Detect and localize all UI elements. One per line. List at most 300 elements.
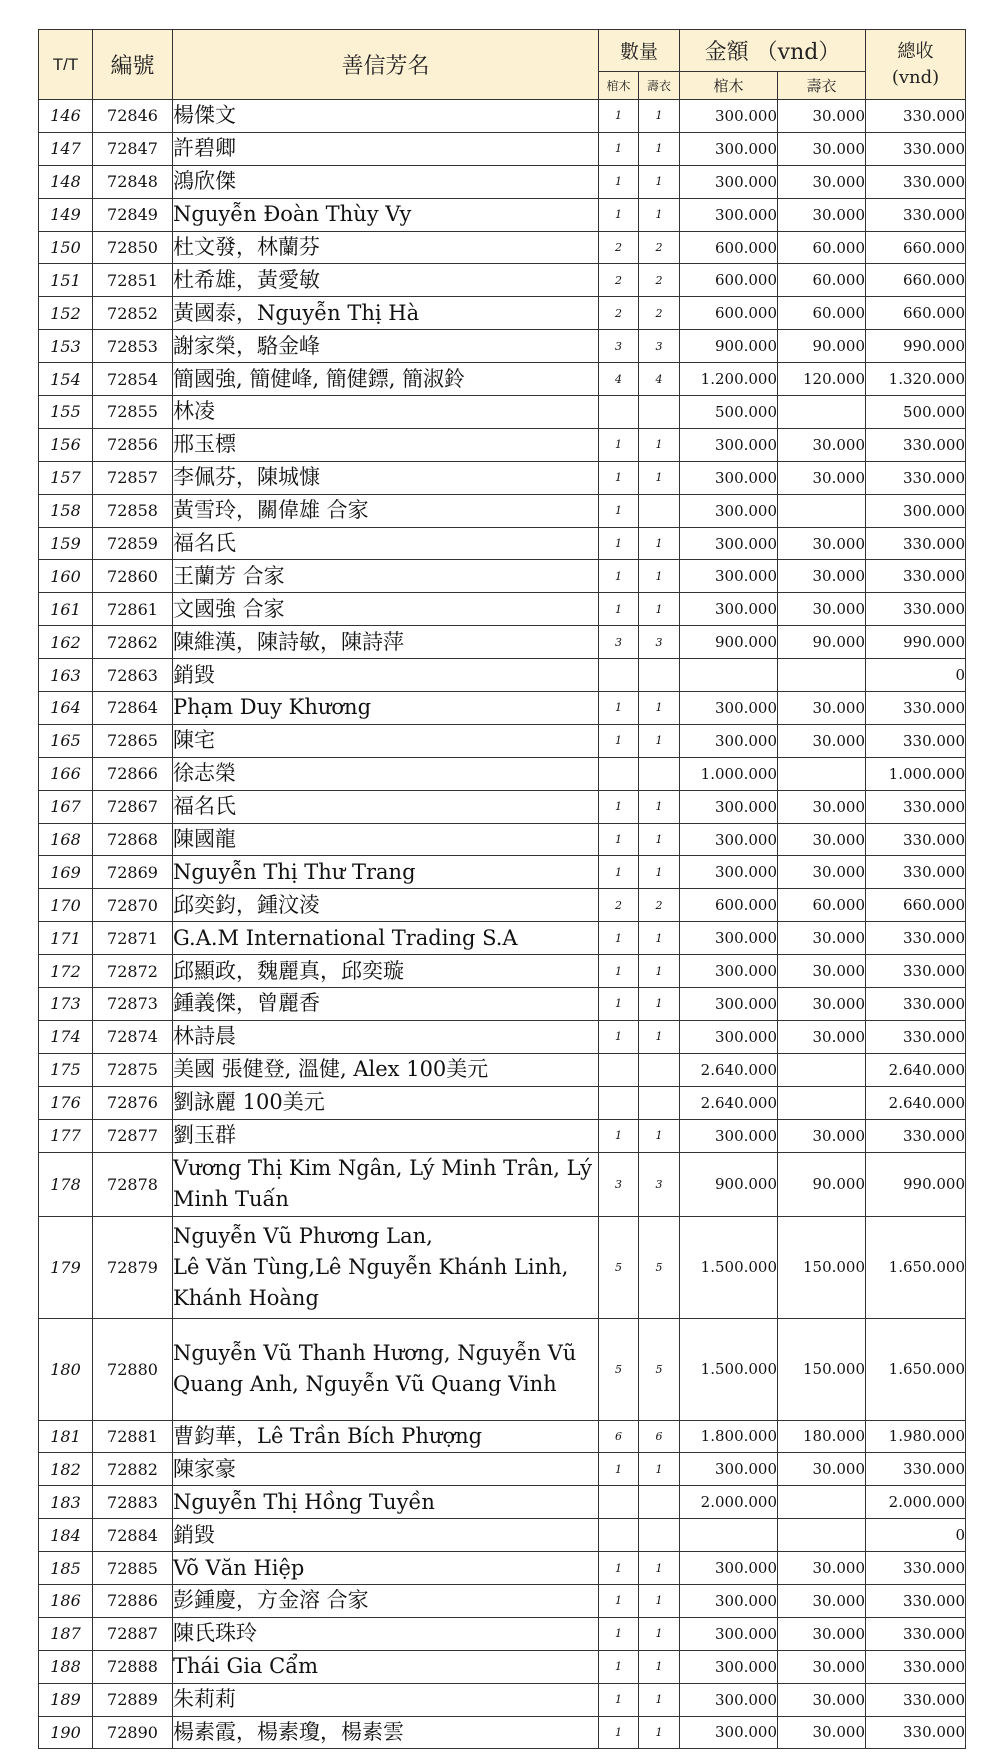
table-row [39,428,966,461]
row-number: 165 [39,724,93,757]
row-robe-amount: 30.000 [778,724,866,757]
table-row [39,297,966,330]
row-number: 154 [39,363,93,396]
row-robe-amount [778,494,866,527]
row-number: 167 [39,790,93,823]
row-coffin-quantity: 2 [599,264,639,297]
row-total: 660.000 [866,297,966,330]
row-number: 183 [39,1486,93,1519]
row-coffin-amount: 300.000 [680,100,778,133]
row-robe-amount: 30.000 [778,790,866,823]
row-coffin-amount: 900.000 [680,330,778,363]
row-number: 189 [39,1683,93,1716]
row-coffin-quantity: 1 [599,527,639,560]
row-robe-quantity: 2 [639,231,680,264]
row-donor-name: 黃雪玲，關偉雄 合家 [173,494,599,527]
row-total: 330.000 [866,428,966,461]
row-donor-name: 劉詠麗 100美元 [173,1086,599,1119]
row-robe-amount: 30.000 [778,1119,866,1152]
row-robe-quantity [639,1053,680,1086]
row-donor-name: 楊傑文 [173,100,599,133]
row-robe-quantity: 1 [639,1119,680,1152]
row-donor-name: 銷毀 [173,659,599,692]
row-coffin-quantity: 1 [599,461,639,494]
row-number: 186 [39,1584,93,1617]
row-number: 181 [39,1420,93,1453]
row-donor-name: 鴻欣傑 [173,165,599,198]
row-robe-quantity [639,1519,680,1552]
row-robe-amount: 30.000 [778,100,866,133]
row-number: 164 [39,692,93,725]
row-robe-quantity: 1 [639,724,680,757]
row-donor-name: 朱莉莉 [173,1683,599,1716]
row-code: 72885 [93,1552,173,1585]
row-coffin-amount [680,659,778,692]
row-number: 161 [39,593,93,626]
row-coffin-quantity: 1 [599,955,639,988]
table-row [39,1086,966,1119]
row-total: 330.000 [866,692,966,725]
row-coffin-amount: 600.000 [680,889,778,922]
table-row [39,1119,966,1152]
row-number: 173 [39,988,93,1021]
row-coffin-quantity [599,1086,639,1119]
table-row [39,626,966,659]
row-coffin-quantity: 1 [599,1119,639,1152]
table-row [39,1552,966,1585]
row-code: 72847 [93,132,173,165]
row-robe-quantity: 5 [639,1216,680,1318]
row-total: 660.000 [866,231,966,264]
row-robe-quantity [639,659,680,692]
table-row [39,593,966,626]
row-code: 72873 [93,988,173,1021]
row-robe-amount: 60.000 [778,264,866,297]
row-donor-name: 銷毀 [173,1519,599,1552]
row-donor-name: Nguyễn Vũ Phương Lan, Lê Văn Tùng,Lê Nguyễn Khánh Linh, Khánh Hoàng [173,1216,599,1318]
row-code: 72853 [93,330,173,363]
row-donor-name: Nguyễn Đoàn Thùy Vy [173,198,599,231]
row-code: 72874 [93,1020,173,1053]
row-total: 330.000 [866,527,966,560]
row-donor-name: 邱奕鈞，鍾汶淩 [173,889,599,922]
row-coffin-quantity: 1 [599,1650,639,1683]
row-coffin-quantity: 2 [599,297,639,330]
row-coffin-quantity: 1 [599,593,639,626]
row-donor-name: 杜文發，林蘭芬 [173,231,599,264]
row-coffin-quantity: 1 [599,1716,639,1749]
row-coffin-amount: 300.000 [680,560,778,593]
row-donor-name: 李佩芬，陳城慷 [173,461,599,494]
row-donor-name: 劉玉群 [173,1119,599,1152]
row-coffin-quantity: 1 [599,988,639,1021]
row-code: 72886 [93,1584,173,1617]
row-number: 160 [39,560,93,593]
row-coffin-amount: 600.000 [680,231,778,264]
row-robe-amount: 30.000 [778,527,866,560]
row-total: 300.000 [866,494,966,527]
row-robe-quantity: 1 [639,1584,680,1617]
row-coffin-amount: 300.000 [680,1020,778,1053]
row-code: 72883 [93,1486,173,1519]
row-donor-name: 鍾義傑，曾麗香 [173,988,599,1021]
table-row [39,231,966,264]
row-code: 72872 [93,955,173,988]
row-robe-amount: 30.000 [778,1552,866,1585]
row-number: 151 [39,264,93,297]
row-robe-quantity: 1 [639,692,680,725]
header-amount: 金額 （vnd） [680,30,866,72]
row-number: 147 [39,132,93,165]
row-code: 72879 [93,1216,173,1318]
header-name: 善信芳名 [173,30,599,100]
row-robe-amount [778,757,866,790]
row-code: 72852 [93,297,173,330]
row-total: 330.000 [866,790,966,823]
header-total [866,30,966,100]
row-coffin-quantity: 1 [599,790,639,823]
header-coffin-quantity: 棺木 [599,72,639,100]
row-robe-amount: 150.000 [778,1216,866,1318]
row-number: 168 [39,823,93,856]
row-number: 146 [39,100,93,133]
row-code: 72878 [93,1152,173,1216]
row-coffin-quantity: 1 [599,692,639,725]
row-robe-quantity: 1 [639,527,680,560]
table-row [39,659,966,692]
table-header [39,30,966,100]
row-code: 72860 [93,560,173,593]
row-code: 72859 [93,527,173,560]
row-coffin-amount: 300.000 [680,1453,778,1486]
row-robe-amount: 30.000 [778,1453,866,1486]
table-row [39,790,966,823]
row-donor-name: 黃國泰，Nguyễn Thị Hà [173,297,599,330]
row-robe-amount: 30.000 [778,198,866,231]
row-total: 0 [866,1519,966,1552]
row-donor-name: Phạm Duy Khương [173,692,599,725]
row-code: 72887 [93,1617,173,1650]
row-robe-quantity: 6 [639,1420,680,1453]
row-code: 72881 [93,1420,173,1453]
row-code: 72877 [93,1119,173,1152]
row-total: 660.000 [866,264,966,297]
row-code: 72856 [93,428,173,461]
row-coffin-amount [680,1519,778,1552]
row-robe-quantity: 2 [639,297,680,330]
row-robe-amount: 30.000 [778,922,866,955]
row-donor-name: Nguyễn Thị Thư Trang [173,856,599,889]
row-robe-amount: 30.000 [778,1584,866,1617]
row-robe-amount [778,1053,866,1086]
row-robe-quantity [639,494,680,527]
row-total: 330.000 [866,100,966,133]
row-robe-quantity: 3 [639,1152,680,1216]
row-total: 330.000 [866,1020,966,1053]
row-robe-quantity: 1 [639,823,680,856]
row-number: 178 [39,1152,93,1216]
row-donor-name: 謝家榮，駱金峰 [173,330,599,363]
header-total-unit: (vnd) [891,66,940,88]
row-donor-name: 福名氏 [173,790,599,823]
row-number: 153 [39,330,93,363]
row-total: 330.000 [866,1584,966,1617]
row-donor-name: Thái Gia Cẩm [173,1650,599,1683]
row-total: 330.000 [866,1650,966,1683]
row-coffin-amount: 300.000 [680,165,778,198]
row-robe-quantity: 1 [639,132,680,165]
table-row [39,724,966,757]
table-row [39,100,966,133]
row-number: 179 [39,1216,93,1318]
row-robe-quantity: 1 [639,1716,680,1749]
row-robe-amount: 30.000 [778,132,866,165]
row-coffin-amount: 300.000 [680,1650,778,1683]
row-robe-amount: 180.000 [778,1420,866,1453]
row-donor-name: 陳國龍 [173,823,599,856]
row-code: 72871 [93,922,173,955]
header-quantity: 數量 [599,30,680,72]
row-code: 72857 [93,461,173,494]
row-robe-quantity: 2 [639,264,680,297]
table-row [39,1020,966,1053]
row-coffin-quantity: 1 [599,165,639,198]
row-coffin-amount: 300.000 [680,428,778,461]
row-coffin-amount: 300.000 [680,593,778,626]
row-coffin-amount: 2.000.000 [680,1486,778,1519]
row-robe-quantity: 3 [639,626,680,659]
row-coffin-quantity: 1 [599,922,639,955]
row-coffin-amount: 300.000 [680,1683,778,1716]
header-coffin-amount: 棺木 [680,72,778,100]
row-coffin-amount: 300.000 [680,955,778,988]
row-coffin-quantity [599,1486,639,1519]
row-coffin-amount: 300.000 [680,724,778,757]
row-robe-amount [778,1486,866,1519]
row-code: 72854 [93,363,173,396]
row-code: 72880 [93,1318,173,1420]
table-row [39,1584,966,1617]
row-coffin-quantity: 1 [599,1584,639,1617]
row-robe-amount: 30.000 [778,823,866,856]
row-number: 171 [39,922,93,955]
row-robe-quantity [639,396,680,429]
table-row [39,1216,966,1318]
row-coffin-quantity: 3 [599,626,639,659]
row-coffin-quantity: 3 [599,1152,639,1216]
row-total: 1.980.000 [866,1420,966,1453]
table-row [39,264,966,297]
row-donor-name: Võ Văn Hiệp [173,1552,599,1585]
row-robe-quantity: 1 [639,428,680,461]
row-coffin-quantity: 1 [599,823,639,856]
row-total: 660.000 [866,889,966,922]
row-robe-quantity: 1 [639,1020,680,1053]
row-coffin-amount: 300.000 [680,988,778,1021]
row-donor-name: G.A.M International Trading S.A [173,922,599,955]
row-total: 330.000 [866,856,966,889]
row-total: 330.000 [866,132,966,165]
row-donor-name: 陳維漢，陳詩敏，陳詩萍 [173,626,599,659]
row-robe-amount: 30.000 [778,988,866,1021]
row-code: 72870 [93,889,173,922]
row-robe-amount: 30.000 [778,856,866,889]
row-robe-amount: 120.000 [778,363,866,396]
row-code: 72850 [93,231,173,264]
row-coffin-amount: 300.000 [680,692,778,725]
table-row [39,955,966,988]
row-total: 330.000 [866,165,966,198]
row-robe-quantity: 1 [639,1453,680,1486]
header-tt: T/T [39,30,93,100]
row-donor-name: 杜希雄，黃愛敏 [173,264,599,297]
table-row [39,1318,966,1420]
row-total: 1.650.000 [866,1318,966,1420]
row-robe-amount: 30.000 [778,1683,866,1716]
row-donor-name: 彭鍾慶，方金溶 合家 [173,1584,599,1617]
row-robe-amount: 60.000 [778,231,866,264]
row-coffin-quantity: 1 [599,428,639,461]
row-donor-name: 陳家豪 [173,1453,599,1486]
row-coffin-quantity [599,659,639,692]
row-total: 0 [866,659,966,692]
table-row [39,1152,966,1216]
table-row [39,1683,966,1716]
row-code: 72851 [93,264,173,297]
table-row [39,198,966,231]
table-row [39,560,966,593]
table-row [39,692,966,725]
row-coffin-amount: 300.000 [680,494,778,527]
row-robe-amount: 30.000 [778,560,866,593]
row-coffin-quantity [599,1519,639,1552]
row-total: 1.000.000 [866,757,966,790]
row-code: 72888 [93,1650,173,1683]
row-code: 72864 [93,692,173,725]
row-code: 72869 [93,856,173,889]
row-robe-quantity: 1 [639,1650,680,1683]
row-robe-amount: 90.000 [778,1152,866,1216]
row-coffin-quantity: 5 [599,1216,639,1318]
row-coffin-amount: 300.000 [680,1119,778,1152]
row-robe-quantity: 1 [639,1552,680,1585]
row-number: 185 [39,1552,93,1585]
row-donor-name: 許碧卿 [173,132,599,165]
row-coffin-amount: 2.640.000 [680,1086,778,1119]
row-number: 190 [39,1716,93,1749]
row-coffin-quantity: 2 [599,889,639,922]
row-total: 2.640.000 [866,1086,966,1119]
row-robe-amount: 90.000 [778,626,866,659]
row-robe-quantity: 1 [639,988,680,1021]
row-robe-quantity: 5 [639,1318,680,1420]
row-coffin-amount: 300.000 [680,132,778,165]
row-coffin-amount: 300.000 [680,1584,778,1617]
row-coffin-quantity: 1 [599,1617,639,1650]
row-donor-name: 福名氏 [173,527,599,560]
row-code: 72855 [93,396,173,429]
row-total: 330.000 [866,1453,966,1486]
row-code: 72884 [93,1519,173,1552]
row-coffin-quantity: 1 [599,856,639,889]
row-total: 990.000 [866,330,966,363]
row-coffin-amount: 500.000 [680,396,778,429]
table-row [39,461,966,494]
row-robe-amount: 30.000 [778,1716,866,1749]
row-coffin-quantity [599,757,639,790]
row-number: 152 [39,297,93,330]
row-number: 150 [39,231,93,264]
row-robe-quantity: 1 [639,560,680,593]
row-number: 182 [39,1453,93,1486]
row-donor-name: 陳氏珠玲 [173,1617,599,1650]
row-coffin-amount: 300.000 [680,461,778,494]
row-total: 2.640.000 [866,1053,966,1086]
row-robe-quantity: 1 [639,461,680,494]
row-donor-name: 美國 張健登, 溫健, Alex 100美元 [173,1053,599,1086]
row-code: 72863 [93,659,173,692]
row-total: 330.000 [866,823,966,856]
row-coffin-amount: 300.000 [680,790,778,823]
donation-table [38,29,966,1749]
row-total: 990.000 [866,1152,966,1216]
row-donor-name: 林凌 [173,396,599,429]
row-total: 330.000 [866,1119,966,1152]
row-code: 72849 [93,198,173,231]
row-number: 157 [39,461,93,494]
row-code: 72865 [93,724,173,757]
row-number: 187 [39,1617,93,1650]
table-body [39,100,966,1749]
row-number: 149 [39,198,93,231]
row-donor-name: Nguyễn Vũ Thanh Hương, Nguyễn Vũ Quang Anh, Nguyễn Vũ Quang Vinh [173,1318,599,1420]
row-code: 72862 [93,626,173,659]
row-number: 166 [39,757,93,790]
row-coffin-amount: 300.000 [680,198,778,231]
row-robe-amount: 30.000 [778,1650,866,1683]
row-coffin-quantity: 1 [599,100,639,133]
row-number: 180 [39,1318,93,1420]
row-coffin-quantity: 6 [599,1420,639,1453]
row-number: 156 [39,428,93,461]
table-row [39,823,966,856]
row-total: 330.000 [866,461,966,494]
row-code: 72875 [93,1053,173,1086]
row-donor-name: 徐志榮 [173,757,599,790]
row-robe-amount: 30.000 [778,692,866,725]
row-number: 158 [39,494,93,527]
table-row [39,132,966,165]
row-coffin-quantity: 1 [599,132,639,165]
row-total: 330.000 [866,1617,966,1650]
row-coffin-quantity: 1 [599,1683,639,1716]
row-coffin-quantity: 1 [599,494,639,527]
row-robe-amount: 60.000 [778,297,866,330]
row-coffin-quantity: 1 [599,1020,639,1053]
row-coffin-quantity: 1 [599,1552,639,1585]
row-coffin-quantity [599,396,639,429]
row-code: 72858 [93,494,173,527]
row-robe-quantity: 3 [639,330,680,363]
row-code: 72868 [93,823,173,856]
row-coffin-quantity: 4 [599,363,639,396]
row-robe-amount [778,659,866,692]
row-coffin-amount: 600.000 [680,297,778,330]
table-row [39,165,966,198]
row-coffin-amount: 300.000 [680,1617,778,1650]
row-coffin-quantity: 1 [599,560,639,593]
row-robe-quantity: 1 [639,198,680,231]
